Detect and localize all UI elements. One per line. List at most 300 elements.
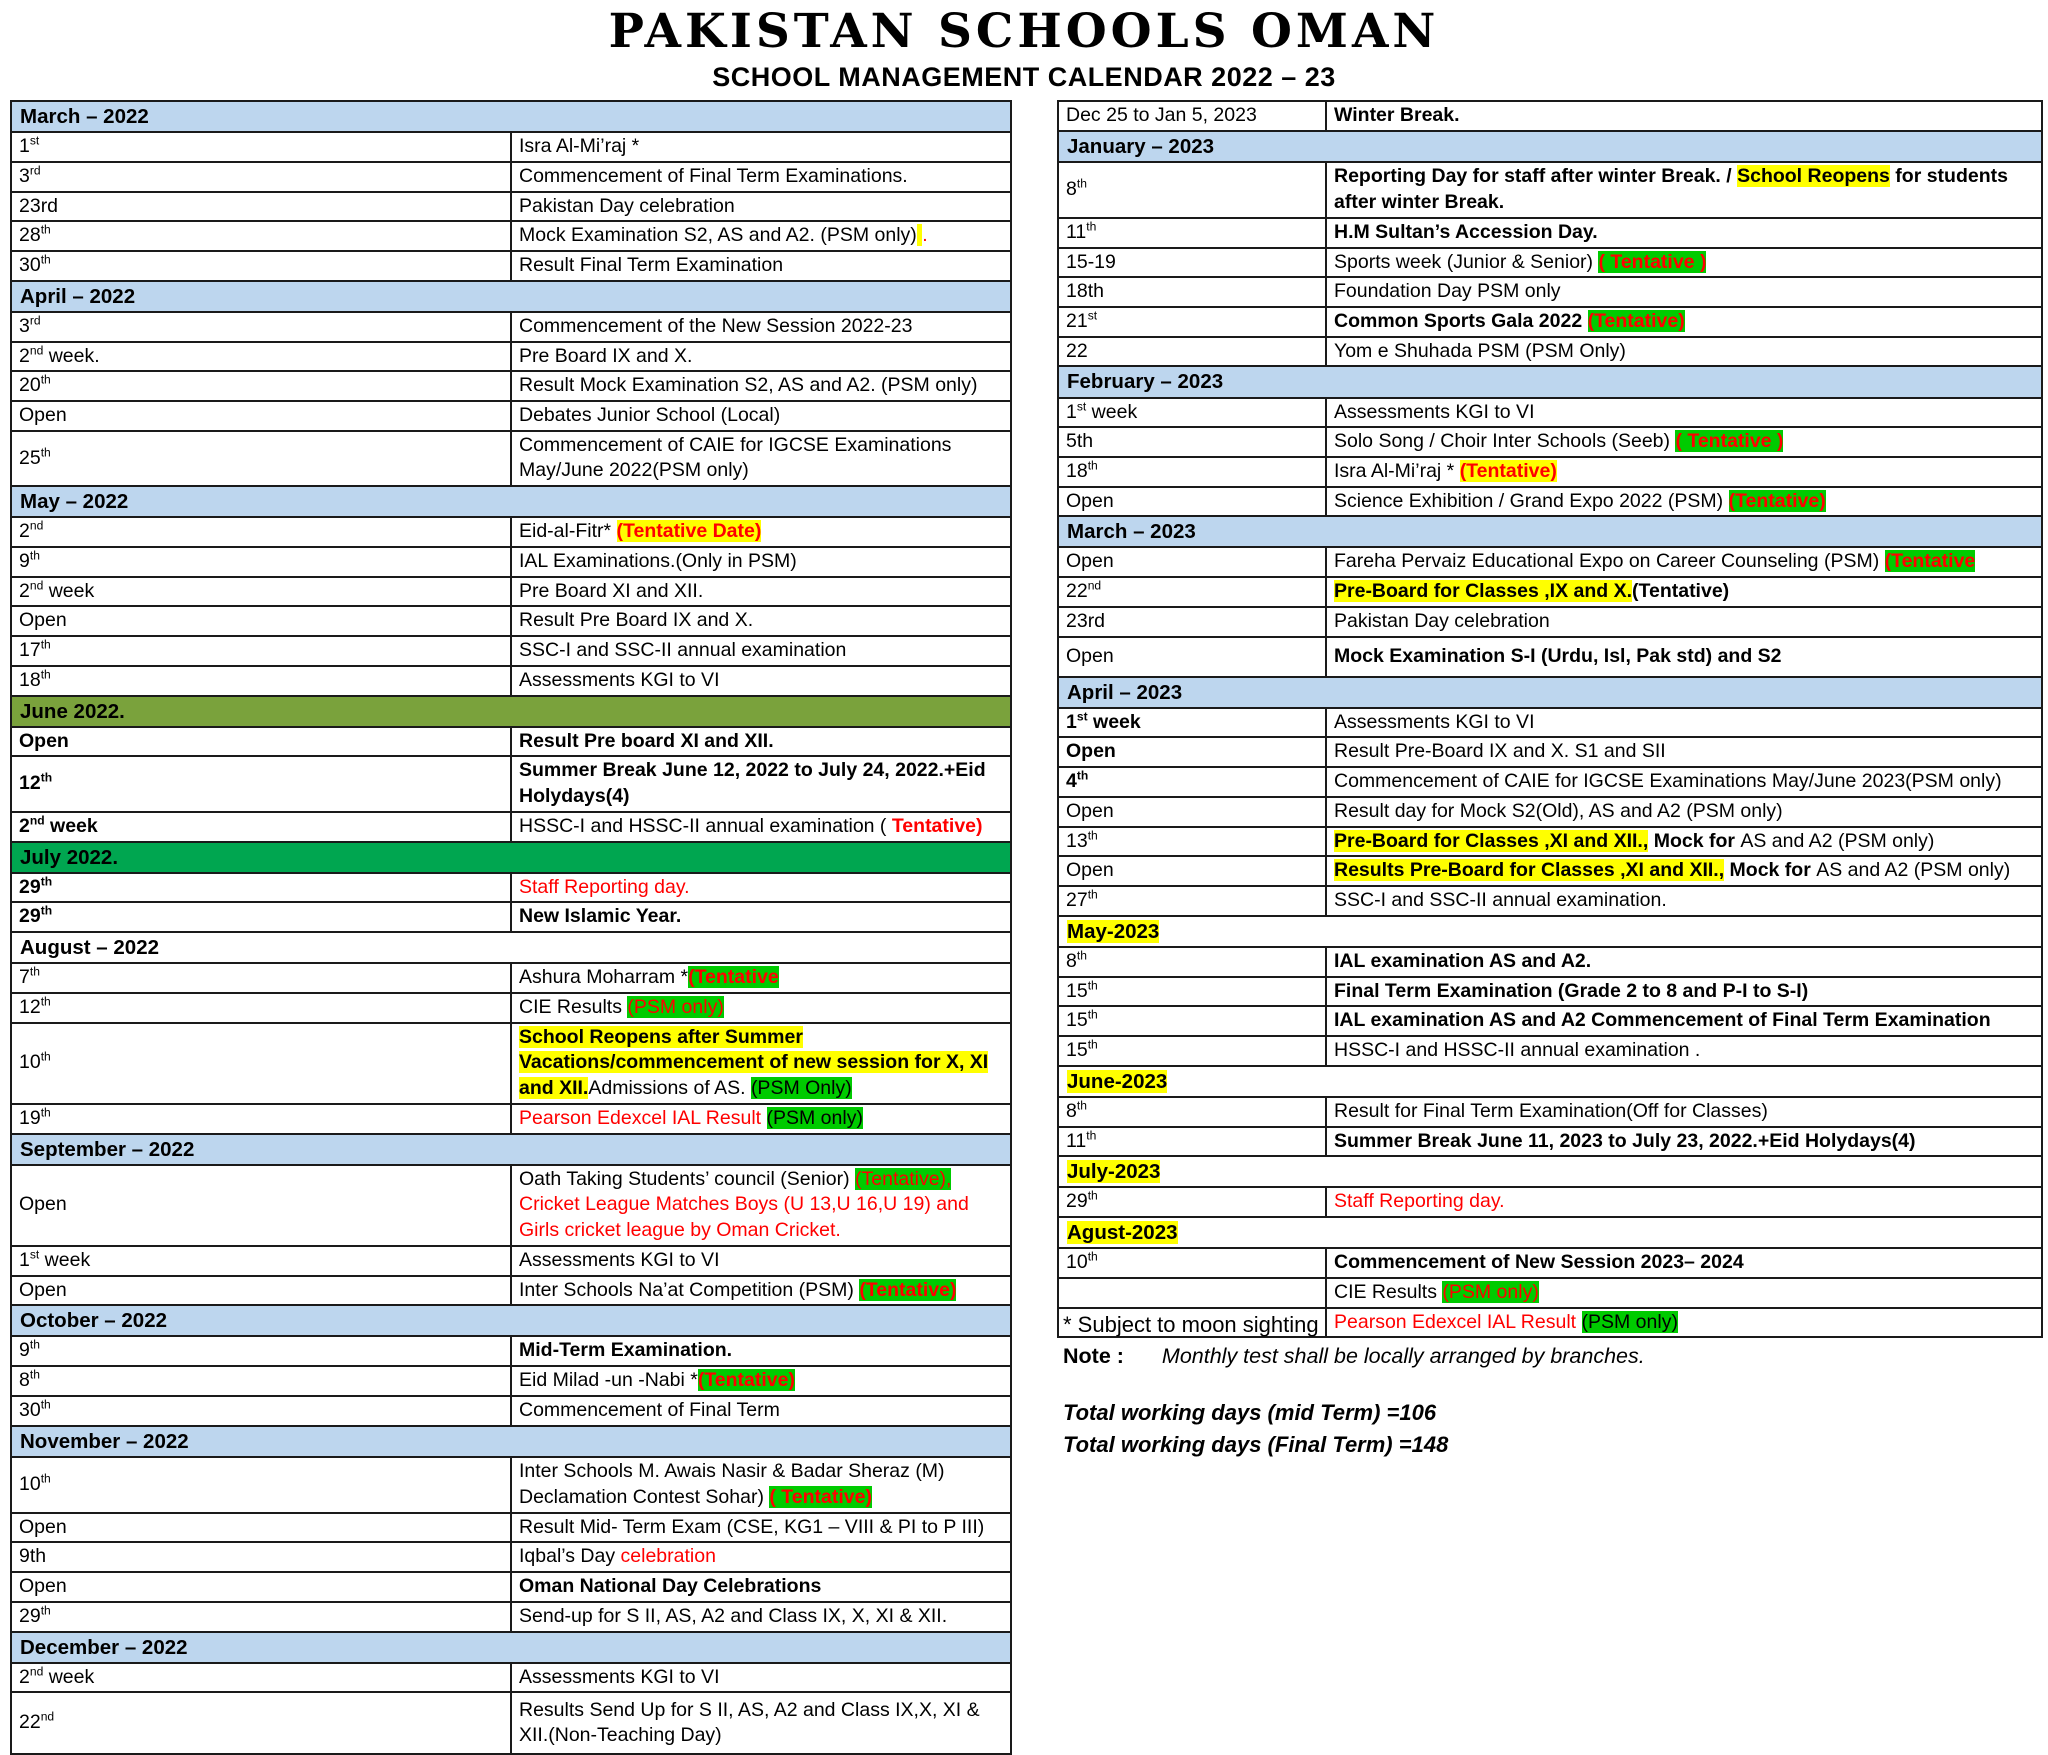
month-header-row bbox=[11, 281, 1011, 312]
calendar-row bbox=[1058, 218, 2042, 248]
event-text-part: Pre Board IX and X. bbox=[519, 344, 693, 367]
event-cell bbox=[511, 371, 1011, 401]
date-cell: 9th bbox=[11, 547, 511, 577]
event-text-part: Ashura Moharram * bbox=[519, 966, 689, 989]
event-text-part: Iqbal’s Day bbox=[519, 1545, 621, 1568]
date-cell: 2nd week. bbox=[11, 342, 511, 372]
event-text-part: Commencement of CAIE for IGCSE Examinations May/June 2023(PSM only) bbox=[1334, 770, 2002, 793]
event-text-part: Debates Junior School (Local) bbox=[519, 403, 781, 426]
event-text-part: Admissions of AS. bbox=[588, 1077, 751, 1100]
calendar-column-left bbox=[10, 100, 1012, 1755]
event-text-part: CIE Results bbox=[1334, 1280, 1443, 1303]
date-cell: 8th bbox=[1058, 162, 1326, 218]
calendar-row bbox=[1058, 1127, 2042, 1157]
calendar-row bbox=[11, 902, 1011, 932]
event-text-part: Isra Al-Mi’raj * bbox=[1334, 459, 1460, 482]
month-header-row bbox=[11, 101, 1011, 132]
event-cell bbox=[511, 666, 1011, 696]
date-cell: Open bbox=[1058, 797, 1326, 827]
calendar-row bbox=[11, 1165, 1011, 1246]
date-cell: 29th bbox=[11, 902, 511, 932]
date-cell: 1st bbox=[11, 132, 511, 162]
month-header-row bbox=[1058, 1066, 2042, 1097]
event-text-part: Pakistan Day celebration bbox=[1334, 609, 1550, 632]
month-header bbox=[1058, 916, 2042, 947]
event-cell bbox=[1326, 1248, 2042, 1278]
event-text-part: CIE Results bbox=[519, 995, 628, 1018]
event-text-part: Summer Break June 12, 2022 to July 24, 2022.+Eid Holydays(4) bbox=[519, 759, 986, 808]
date-cell: Open bbox=[11, 1165, 511, 1246]
event-text-part: School Reopens after Summer Vacations/commencement of new session for X, XI and XII. bbox=[519, 1025, 989, 1100]
date-cell: 2nd week bbox=[11, 812, 511, 842]
event-text-part: Staff Reporting day. bbox=[1334, 1190, 1505, 1213]
event-cell bbox=[1326, 1097, 2042, 1127]
calendar-row bbox=[1058, 162, 2042, 218]
event-text-part: Pearson Edexcel IAL Result bbox=[519, 1106, 767, 1129]
event-cell bbox=[511, 342, 1011, 372]
calendar-row bbox=[1058, 101, 2042, 131]
event-text-part: (PSM only) bbox=[766, 1106, 863, 1129]
event-cell bbox=[511, 1165, 1011, 1246]
event-text-part: Oath Taking Students’ council (Senior) bbox=[519, 1167, 856, 1190]
event-text-part: Result Pre-Board IX and X. S1 and SII bbox=[1334, 740, 1666, 763]
date-cell: 15th bbox=[1058, 977, 1326, 1007]
event-text-part: New Islamic Year. bbox=[519, 905, 682, 928]
calendar-row bbox=[11, 132, 1011, 162]
event-text-part: (Tentative) bbox=[1728, 489, 1826, 512]
working-days-final-term: Total working days (Final Term) =148 bbox=[1063, 1431, 1449, 1457]
event-cell bbox=[511, 727, 1011, 757]
event-text-part: Fareha Pervaiz Educational Expo on Career Counseling (PSM) bbox=[1334, 550, 1885, 573]
event-cell bbox=[511, 1542, 1011, 1572]
event-text-part: (Tentative) bbox=[697, 1369, 795, 1392]
event-text-part: Commencement of the New Session 2022-23 bbox=[519, 314, 913, 337]
date-cell: 29th bbox=[11, 873, 511, 903]
month-header: March – 2023 bbox=[1058, 516, 2042, 547]
month-header-row bbox=[11, 932, 1011, 963]
event-text-part: Solo Song / Choir Inter Schools (Seeb) bbox=[1334, 430, 1676, 453]
calendar-row bbox=[1058, 827, 2042, 857]
date-cell: 5th bbox=[1058, 427, 1326, 457]
calendar-row bbox=[11, 221, 1011, 251]
event-text-part: (PSM Only) bbox=[750, 1077, 852, 1100]
event-text-part: Eid-al-Fitr* bbox=[519, 520, 617, 543]
month-header: February – 2023 bbox=[1058, 366, 2042, 397]
date-cell: 1st week bbox=[1058, 398, 1326, 428]
calendar-row bbox=[1058, 1278, 2042, 1308]
calendar-row bbox=[11, 1396, 1011, 1426]
event-text-part: for students after winter Break. bbox=[1334, 165, 2008, 213]
date-cell: Open bbox=[1058, 737, 1326, 767]
calendar-row bbox=[11, 636, 1011, 666]
event-text-part: Foundation Day PSM only bbox=[1334, 280, 1561, 303]
event-cell bbox=[511, 902, 1011, 932]
date-cell: Open bbox=[11, 401, 511, 431]
calendar-row bbox=[1058, 797, 2042, 827]
event-text-part: IAL examination AS and A2 Commencement of Final Term Examination bbox=[1334, 1009, 1991, 1032]
calendar-row bbox=[11, 1513, 1011, 1543]
event-text-part: Pearson Edexcel IAL Result bbox=[1334, 1310, 1582, 1333]
date-cell: 9th bbox=[11, 1336, 511, 1366]
date-cell: 8th bbox=[1058, 947, 1326, 977]
event-text-part: HSSC-I and HSSC-II annual examination . bbox=[1334, 1039, 1701, 1062]
month-header-row bbox=[11, 696, 1011, 727]
event-text-part: Results Send Up for S II, AS, A2 and Class IX,X, XI & XII.(Non-Teaching Day) bbox=[519, 1698, 980, 1747]
event-cell bbox=[511, 1457, 1011, 1513]
event-cell bbox=[511, 1572, 1011, 1602]
month-header-row bbox=[1058, 366, 2042, 397]
event-text-part: Assessments KGI to VI bbox=[1334, 400, 1535, 423]
event-cell bbox=[1326, 248, 2042, 278]
date-cell: 18th bbox=[1058, 457, 1326, 487]
event-cell bbox=[1326, 886, 2042, 916]
event-cell bbox=[511, 192, 1011, 222]
event-cell bbox=[511, 547, 1011, 577]
date-cell bbox=[1058, 1278, 1326, 1308]
date-cell: 2nd bbox=[11, 517, 511, 547]
calendar-row bbox=[1058, 947, 2042, 977]
calendar-row bbox=[11, 431, 1011, 486]
month-header-row bbox=[1058, 916, 2042, 947]
calendar-row bbox=[1058, 277, 2042, 307]
event-text-part: . bbox=[922, 224, 928, 247]
date-cell: 29th bbox=[11, 1602, 511, 1632]
date-cell: Open bbox=[11, 1572, 511, 1602]
event-text-part: IAL examination AS and A2. bbox=[1334, 949, 1592, 972]
event-text-part: (Tentative) bbox=[1587, 309, 1685, 332]
calendar-row bbox=[1058, 737, 2042, 767]
date-cell: 23rd bbox=[11, 192, 511, 222]
date-cell: 20th bbox=[11, 371, 511, 401]
event-text-part: Mock Examination S2, AS and A2. (PSM only) bbox=[519, 224, 917, 247]
event-text-part: H.M Sultan’s Accession Day. bbox=[1334, 220, 1598, 243]
event-cell bbox=[511, 1692, 1011, 1754]
event-text-part: Staff Reporting day. bbox=[519, 875, 690, 898]
date-cell: 8th bbox=[1058, 1097, 1326, 1127]
event-cell bbox=[511, 606, 1011, 636]
date-cell: Open bbox=[1058, 487, 1326, 517]
date-cell: 10th bbox=[11, 1457, 511, 1513]
calendar-row bbox=[11, 517, 1011, 547]
event-text-part: Oman National Day Celebrations bbox=[519, 1575, 822, 1598]
event-cell bbox=[511, 1663, 1011, 1693]
date-cell: Dec 25 to Jan 5, 2023 bbox=[1058, 101, 1326, 131]
calendar-row bbox=[1058, 248, 2042, 278]
event-cell bbox=[1326, 487, 2042, 517]
calendar-row bbox=[1058, 1187, 2042, 1217]
event-text-part: Result for Final Term Examination(Off for Classes) bbox=[1334, 1099, 1768, 1122]
event-cell bbox=[511, 1602, 1011, 1632]
date-cell: 19th bbox=[11, 1104, 511, 1134]
calendar-row bbox=[1058, 856, 2042, 886]
date-cell: 3rd bbox=[11, 162, 511, 192]
event-text-part: Commencement of Final Term bbox=[519, 1398, 780, 1421]
date-cell: 21st bbox=[1058, 307, 1326, 337]
calendar-row bbox=[11, 756, 1011, 811]
month-header: April – 2022 bbox=[11, 281, 1011, 312]
event-cell bbox=[1326, 427, 2042, 457]
calendar-row bbox=[1058, 427, 2042, 457]
footer-notes bbox=[1063, 1312, 2043, 1461]
event-cell bbox=[1326, 827, 2042, 857]
event-cell bbox=[1326, 1006, 2042, 1036]
date-cell: 29th bbox=[1058, 1187, 1326, 1217]
month-header-label: July-2023 bbox=[1067, 1160, 1161, 1184]
event-cell bbox=[511, 1246, 1011, 1276]
month-header bbox=[1058, 1066, 2042, 1097]
month-header: September – 2022 bbox=[11, 1134, 1011, 1165]
date-cell: 23rd bbox=[1058, 607, 1326, 637]
event-text-part: Inter Schools M. Awais Nasir & Badar Sheraz (M) Declamation Contest Sohar) bbox=[519, 1459, 945, 1508]
month-header: May – 2022 bbox=[11, 486, 1011, 517]
calendar-row bbox=[11, 1457, 1011, 1513]
event-text-part: (PSM only) bbox=[1442, 1280, 1539, 1303]
event-cell bbox=[511, 993, 1011, 1023]
event-cell bbox=[1326, 737, 2042, 767]
date-cell: 12th bbox=[11, 756, 511, 811]
event-text-part: Commencement of Final Term Examinations. bbox=[519, 164, 908, 187]
event-text-part: ( Tentative) bbox=[769, 1485, 872, 1508]
event-cell bbox=[1326, 398, 2042, 428]
calendar-row bbox=[1058, 487, 2042, 517]
event-text-part: Summer Break June 11, 2023 to July 23, 2022.+Eid Holydays(4) bbox=[1334, 1129, 1916, 1152]
event-cell bbox=[511, 132, 1011, 162]
calendar-row bbox=[11, 1692, 1011, 1754]
date-cell: Open bbox=[11, 1513, 511, 1543]
month-header-row bbox=[1058, 677, 2042, 708]
event-cell bbox=[1326, 1036, 2042, 1066]
event-text-part: (Tentative bbox=[1884, 550, 1976, 573]
event-cell bbox=[1326, 277, 2042, 307]
month-header: June 2022. bbox=[11, 696, 1011, 727]
calendar-row bbox=[11, 963, 1011, 993]
event-text-part: (Tentative) bbox=[1459, 459, 1557, 482]
calendar-row bbox=[11, 162, 1011, 192]
calendar-row bbox=[11, 1023, 1011, 1104]
month-header: March – 2022 bbox=[11, 101, 1011, 132]
calendar-row bbox=[11, 577, 1011, 607]
calendar-row bbox=[1058, 977, 2042, 1007]
event-text-part: Yom e Shuhada PSM (PSM Only) bbox=[1334, 339, 1626, 362]
date-cell: 22nd bbox=[11, 1692, 511, 1754]
event-cell bbox=[511, 963, 1011, 993]
calendar-row bbox=[11, 401, 1011, 431]
month-header-row bbox=[11, 1305, 1011, 1336]
event-cell bbox=[511, 636, 1011, 666]
date-cell: 18th bbox=[11, 666, 511, 696]
month-header: December – 2022 bbox=[11, 1632, 1011, 1663]
event-cell bbox=[1326, 637, 2042, 677]
calendar-row bbox=[11, 727, 1011, 757]
event-text-part: Pre-Board for Classes ,XI and XII., bbox=[1334, 829, 1649, 852]
month-header-row bbox=[1058, 1217, 2042, 1248]
event-text-part: SSC-I and SSC-II annual examination bbox=[519, 639, 847, 662]
month-header: October – 2022 bbox=[11, 1305, 1011, 1336]
event-text-part: Result Mid- Term Exam (CSE, KG1 – VIII & PI to P III) bbox=[519, 1515, 985, 1538]
event-text-part: (Tentative) bbox=[1632, 580, 1730, 603]
event-cell bbox=[1326, 337, 2042, 367]
date-cell: 10th bbox=[1058, 1248, 1326, 1278]
event-cell bbox=[1326, 977, 2042, 1007]
date-cell: 28th bbox=[11, 221, 511, 251]
date-cell: 7th bbox=[11, 963, 511, 993]
date-cell: 22 bbox=[1058, 337, 1326, 367]
month-header: August – 2022 bbox=[11, 932, 1011, 963]
calendar-row bbox=[1058, 307, 2042, 337]
event-cell bbox=[1326, 162, 2042, 218]
event-text-part: Pre Board XI and XII. bbox=[519, 579, 704, 602]
date-cell: 4th bbox=[1058, 767, 1326, 797]
event-text-part: SSC-I and SSC-II annual examination. bbox=[1334, 889, 1667, 912]
event-text-part: Result Pre Board IX and X. bbox=[519, 609, 754, 632]
event-text-part: Science Exhibition / Grand Expo 2022 (PSM) bbox=[1334, 489, 1729, 512]
event-cell bbox=[1326, 947, 2042, 977]
date-cell: 22nd bbox=[1058, 577, 1326, 607]
calendar-row bbox=[11, 547, 1011, 577]
event-text-part: HSSC-I and HSSC-II annual examination ( bbox=[519, 814, 892, 837]
calendar-row bbox=[1058, 767, 2042, 797]
calendar-row bbox=[1058, 457, 2042, 487]
event-cell bbox=[1326, 607, 2042, 637]
date-cell: 8th bbox=[11, 1366, 511, 1396]
event-cell bbox=[511, 251, 1011, 281]
event-cell bbox=[1326, 547, 2042, 577]
event-text-part: Eid Milad -un -Nabi * bbox=[519, 1369, 698, 1392]
calendar-row bbox=[11, 1276, 1011, 1306]
event-text-part: Mock for bbox=[1724, 859, 1817, 882]
date-cell: 13th bbox=[1058, 827, 1326, 857]
event-cell bbox=[511, 517, 1011, 547]
date-cell: 15th bbox=[1058, 1036, 1326, 1066]
event-cell bbox=[511, 812, 1011, 842]
event-text-part: Result day for Mock S2(Old), AS and A2 (PSM only) bbox=[1334, 799, 1783, 822]
month-header-label: Agust-2023 bbox=[1067, 1221, 1178, 1245]
event-cell bbox=[511, 401, 1011, 431]
calendar-row bbox=[1058, 1006, 2042, 1036]
calendar-row bbox=[1058, 337, 2042, 367]
date-cell: 15th bbox=[1058, 1006, 1326, 1036]
event-cell bbox=[1326, 218, 2042, 248]
calendar-row bbox=[11, 312, 1011, 342]
event-text-part: Send-up for S II, AS, A2 and Class IX, X, XI & XII. bbox=[519, 1604, 948, 1627]
month-header-label: May-2023 bbox=[1067, 919, 1160, 943]
calendar-row bbox=[1058, 577, 2042, 607]
note-label: Note : bbox=[1063, 1344, 1124, 1368]
date-cell: 2nd week bbox=[11, 1663, 511, 1693]
calendar-row bbox=[1058, 708, 2042, 738]
month-header-row bbox=[11, 842, 1011, 873]
calendar-row bbox=[11, 1104, 1011, 1134]
date-cell: 11th bbox=[1058, 218, 1326, 248]
event-text-part: (Tentative bbox=[688, 966, 779, 989]
calendar-row bbox=[11, 1336, 1011, 1366]
event-text-part: (PSM only) bbox=[1581, 1310, 1678, 1333]
event-cell bbox=[511, 756, 1011, 811]
date-cell: 1st week bbox=[1058, 708, 1326, 738]
event-cell bbox=[511, 1513, 1011, 1543]
calendar-row bbox=[11, 342, 1011, 372]
event-text-part: Commencement of New Session 2023– 2024 bbox=[1334, 1251, 1744, 1274]
date-cell: 27th bbox=[1058, 886, 1326, 916]
date-cell: 25th bbox=[11, 431, 511, 486]
calendar-row bbox=[11, 666, 1011, 696]
month-header: July 2022. bbox=[11, 842, 1011, 873]
event-text-part: (Tentative Date) bbox=[616, 520, 762, 543]
event-text-part: Pre-Board for Classes ,IX and X. bbox=[1334, 580, 1633, 603]
date-cell: 30th bbox=[11, 1396, 511, 1426]
event-cell bbox=[511, 431, 1011, 486]
event-text-part: Cricket League Matches Boys (U 13,U 16,U 19) and Girls cricket league by Oman Cricket. bbox=[519, 1193, 969, 1242]
event-cell bbox=[511, 873, 1011, 903]
event-cell bbox=[1326, 708, 2042, 738]
event-cell bbox=[511, 162, 1011, 192]
month-header-row bbox=[11, 1134, 1011, 1165]
calendar-row bbox=[11, 251, 1011, 281]
event-text-part: Winter Break. bbox=[1334, 104, 1460, 126]
date-cell: Open bbox=[11, 606, 511, 636]
event-cell bbox=[511, 1366, 1011, 1396]
event-text-part: Pakistan Day celebration bbox=[519, 194, 735, 217]
date-cell: 18th bbox=[1058, 277, 1326, 307]
event-cell bbox=[511, 577, 1011, 607]
date-cell: Open bbox=[1058, 547, 1326, 577]
event-text-part: Assessments KGI to VI bbox=[1334, 710, 1535, 733]
date-cell: 1st week bbox=[11, 1246, 511, 1276]
calendar-table-right bbox=[1057, 100, 2043, 1338]
calendar-table-left bbox=[10, 100, 1012, 1755]
event-text-part: Assessments KGI to VI bbox=[519, 1248, 720, 1271]
month-header-row bbox=[11, 1632, 1011, 1663]
month-header: April – 2023 bbox=[1058, 677, 2042, 708]
event-cell bbox=[1326, 457, 2042, 487]
event-text-part: Result Pre board XI and XII. bbox=[519, 729, 774, 752]
calendar-row bbox=[11, 1246, 1011, 1276]
month-header bbox=[1058, 1217, 2042, 1248]
event-text-part: AS and A2 (PSM only) bbox=[1816, 859, 2011, 882]
working-days-totals bbox=[1063, 1397, 2043, 1461]
event-cell bbox=[511, 221, 1011, 251]
calendar-row bbox=[1058, 398, 2042, 428]
event-text-part: Mock Examination S-I (Urdu, Isl, Pak std) and S2 bbox=[1334, 644, 1782, 667]
date-cell: Open bbox=[1058, 637, 1326, 677]
event-cell bbox=[1326, 856, 2042, 886]
event-text-part: School Reopens bbox=[1737, 165, 1890, 188]
event-text-part: Reporting Day for staff after winter Break. / bbox=[1334, 165, 1738, 188]
event-text-part: Isra Al-Mi’raj * bbox=[519, 135, 640, 158]
event-text-part: Assessments KGI to VI bbox=[519, 668, 720, 691]
event-cell bbox=[511, 1396, 1011, 1426]
calendar-row bbox=[11, 1542, 1011, 1572]
event-cell bbox=[511, 1336, 1011, 1366]
event-text-part: Result Final Term Examination bbox=[519, 253, 784, 276]
month-header-row bbox=[11, 1426, 1011, 1457]
event-text-part: Inter Schools Na’at Competition (PSM) bbox=[519, 1278, 860, 1301]
date-cell: 12th bbox=[11, 993, 511, 1023]
calendar-row bbox=[1058, 1097, 2042, 1127]
month-header-row bbox=[11, 486, 1011, 517]
note-text: Monthly test shall be locally arranged by branches. bbox=[1161, 1344, 1645, 1368]
event-text-part: Mock for bbox=[1648, 829, 1741, 852]
event-text-part: Mid-Term Examination. bbox=[519, 1339, 733, 1362]
page-subtitle: SCHOOL MANAGEMENT CALENDAR 2022 – 23 bbox=[712, 62, 1336, 92]
calendar-row bbox=[11, 371, 1011, 401]
calendar-column-right bbox=[1057, 100, 2043, 1338]
event-text-part: Tentative) bbox=[891, 814, 983, 837]
event-cell bbox=[511, 1023, 1011, 1104]
event-text-part: celebration bbox=[620, 1545, 716, 1568]
date-cell: 15-19 bbox=[1058, 248, 1326, 278]
event-text-part: ( Tentative ) bbox=[1598, 250, 1707, 273]
